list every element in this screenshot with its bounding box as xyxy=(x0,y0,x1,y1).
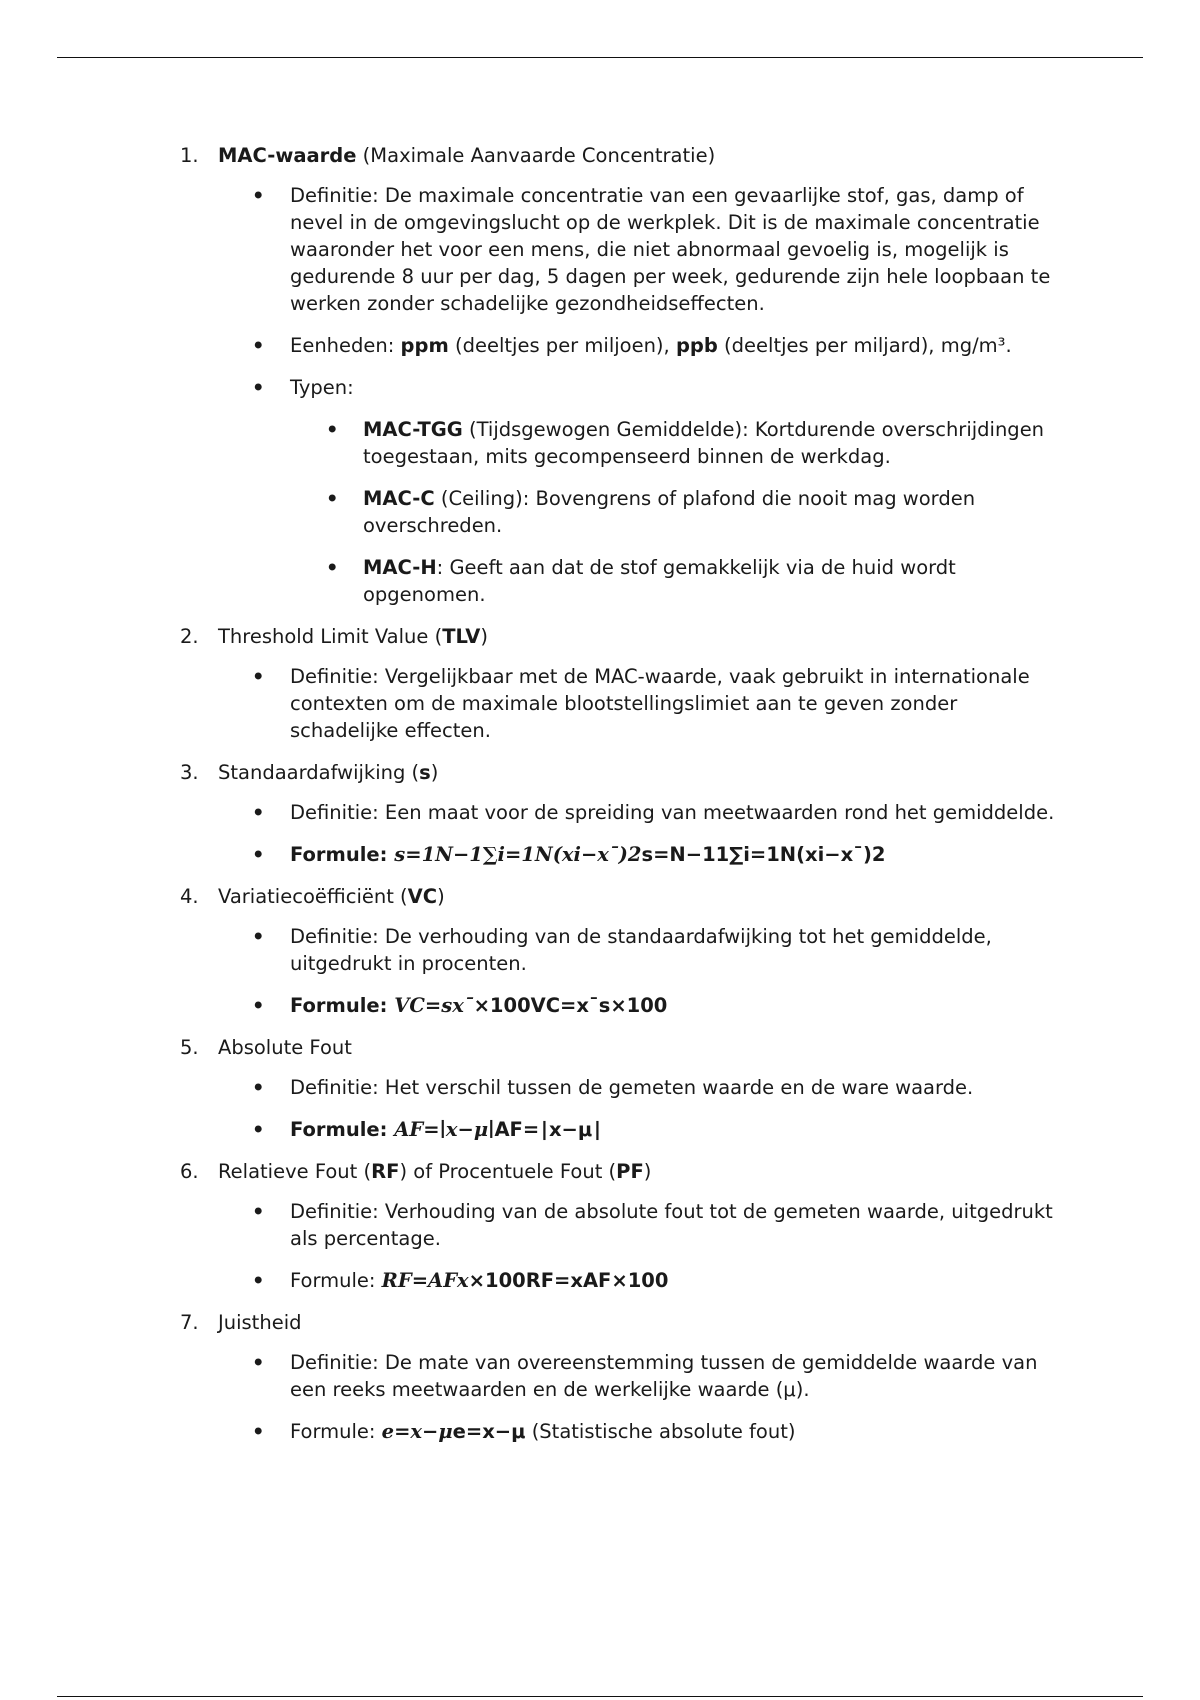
list-item-mac-waarde xyxy=(180,142,1060,608)
item-number: 1. xyxy=(180,144,199,167)
types: • Typen: • MAC-TGG (Tijdsgewogen Gemiddelde): Kortdurende overschrijdingen toegestaan, mits gecompenseerd binnen de werkdag. • MAC-C (Ceiling): Bovengrens of plafond die nooit mag worden overschreden. • MAC-H: Geeft aan dat de stof gemakkelijk via de huid wordt opgenomen. xyxy=(180,374,1060,608)
list-item-absolute-fout xyxy=(180,1034,1060,1143)
document-body xyxy=(180,142,1060,1460)
item-number: 2. xyxy=(180,625,199,648)
item-number: 7. xyxy=(180,1311,199,1334)
item-number: 4. xyxy=(180,885,199,908)
list-item-standaardafwijking xyxy=(180,759,1060,868)
list-item-variatiecoefficient xyxy=(180,883,1060,1019)
footer-rule xyxy=(57,1696,1143,1697)
list-item-tlv xyxy=(180,623,1060,744)
item-number: 3. xyxy=(180,761,199,784)
item-title: Standaardafwijking (s) xyxy=(218,761,439,784)
definition: • Definitie: Een maat voor de spreiding van meetwaarden rond het gemiddelde. xyxy=(180,799,1060,826)
item-title: Variatiecoëfficiënt (VC) xyxy=(218,885,445,908)
item-title: Threshold Limit Value (TLV) xyxy=(218,625,488,648)
definition: • Definitie: Het verschil tussen de gemeten waarde en de ware waarde. xyxy=(180,1074,1060,1101)
item-title: Juistheid xyxy=(218,1311,302,1334)
type-mac-c: • MAC-C (Ceiling): Bovengrens of plafond die nooit mag worden overschreden. xyxy=(290,485,1060,539)
type-mac-h: • MAC-H: Geeft aan dat de stof gemakkelijk via de huid wordt opgenomen. xyxy=(290,554,1060,608)
item-title: Relatieve Fout (RF) of Procentuele Fout (PF) xyxy=(218,1160,652,1183)
definition: • Definitie: De verhouding van de standaardafwijking tot het gemiddelde, uitgedrukt in procenten. xyxy=(180,923,1060,977)
list-item-juistheid xyxy=(180,1309,1060,1445)
formula: • Formule: RF=AFx×100RF=xAF×100 xyxy=(180,1267,1060,1294)
item-number: 5. xyxy=(180,1036,199,1059)
item-title: Absolute Fout xyxy=(218,1036,352,1059)
formula: • Formule: VC=sx¯×100VC=x¯s×100 xyxy=(180,992,1060,1019)
definition: • Definitie: De maximale concentratie van een gevaarlijke stof, gas, damp of nevel in de omgevingslucht op de werkplek. Dit is de maximale concentratie waaronder het voor een mens, die niet abnormaal gevoelig is, mogelijk is gedurende 8 uur per dag, 5 dagen per week, gedurende zijn hele loopbaan te werken zonder schadelijke gezondheidseffecten. xyxy=(180,182,1060,317)
units: • Eenheden: ppm (deeltjes per miljoen), ppb (deeltjes per miljard), mg/m³. xyxy=(180,332,1060,359)
formula: • Formule: e=x−μe=x−μ (Statistische absolute fout) xyxy=(180,1418,1060,1445)
definition: • Definitie: Vergelijkbaar met de MAC-waarde, vaak gebruikt in internationale contexten om de maximale blootstellingslimiet aan te geven zonder schadelijke effecten. xyxy=(180,663,1060,744)
item-title: MAC-waarde (Maximale Aanvaarde Concentratie) xyxy=(218,144,716,167)
item-number: 6. xyxy=(180,1160,199,1183)
type-mac-tgg: • MAC-TGG (Tijdsgewogen Gemiddelde): Kortdurende overschrijdingen toegestaan, mits gecompenseerd binnen de werkdag. xyxy=(290,416,1060,470)
definition: • Definitie: De mate van overeenstemming tussen de gemiddelde waarde van een reeks meetwaarden en de werkelijke waarde (μ). xyxy=(180,1349,1060,1403)
formula: • Formule: s=1N−1∑i=1N(xi−x¯)2s=N−11∑i=1N(xi−x¯)2 xyxy=(180,841,1060,868)
formula: • Formule: AF=∣x−μ∣AF=∣x−μ∣ xyxy=(180,1116,1060,1143)
list-item-relatieve-fout xyxy=(180,1158,1060,1294)
definition: • Definitie: Verhouding van de absolute fout tot de gemeten waarde, uitgedrukt als percentage. xyxy=(180,1198,1060,1252)
header-rule xyxy=(57,57,1143,58)
